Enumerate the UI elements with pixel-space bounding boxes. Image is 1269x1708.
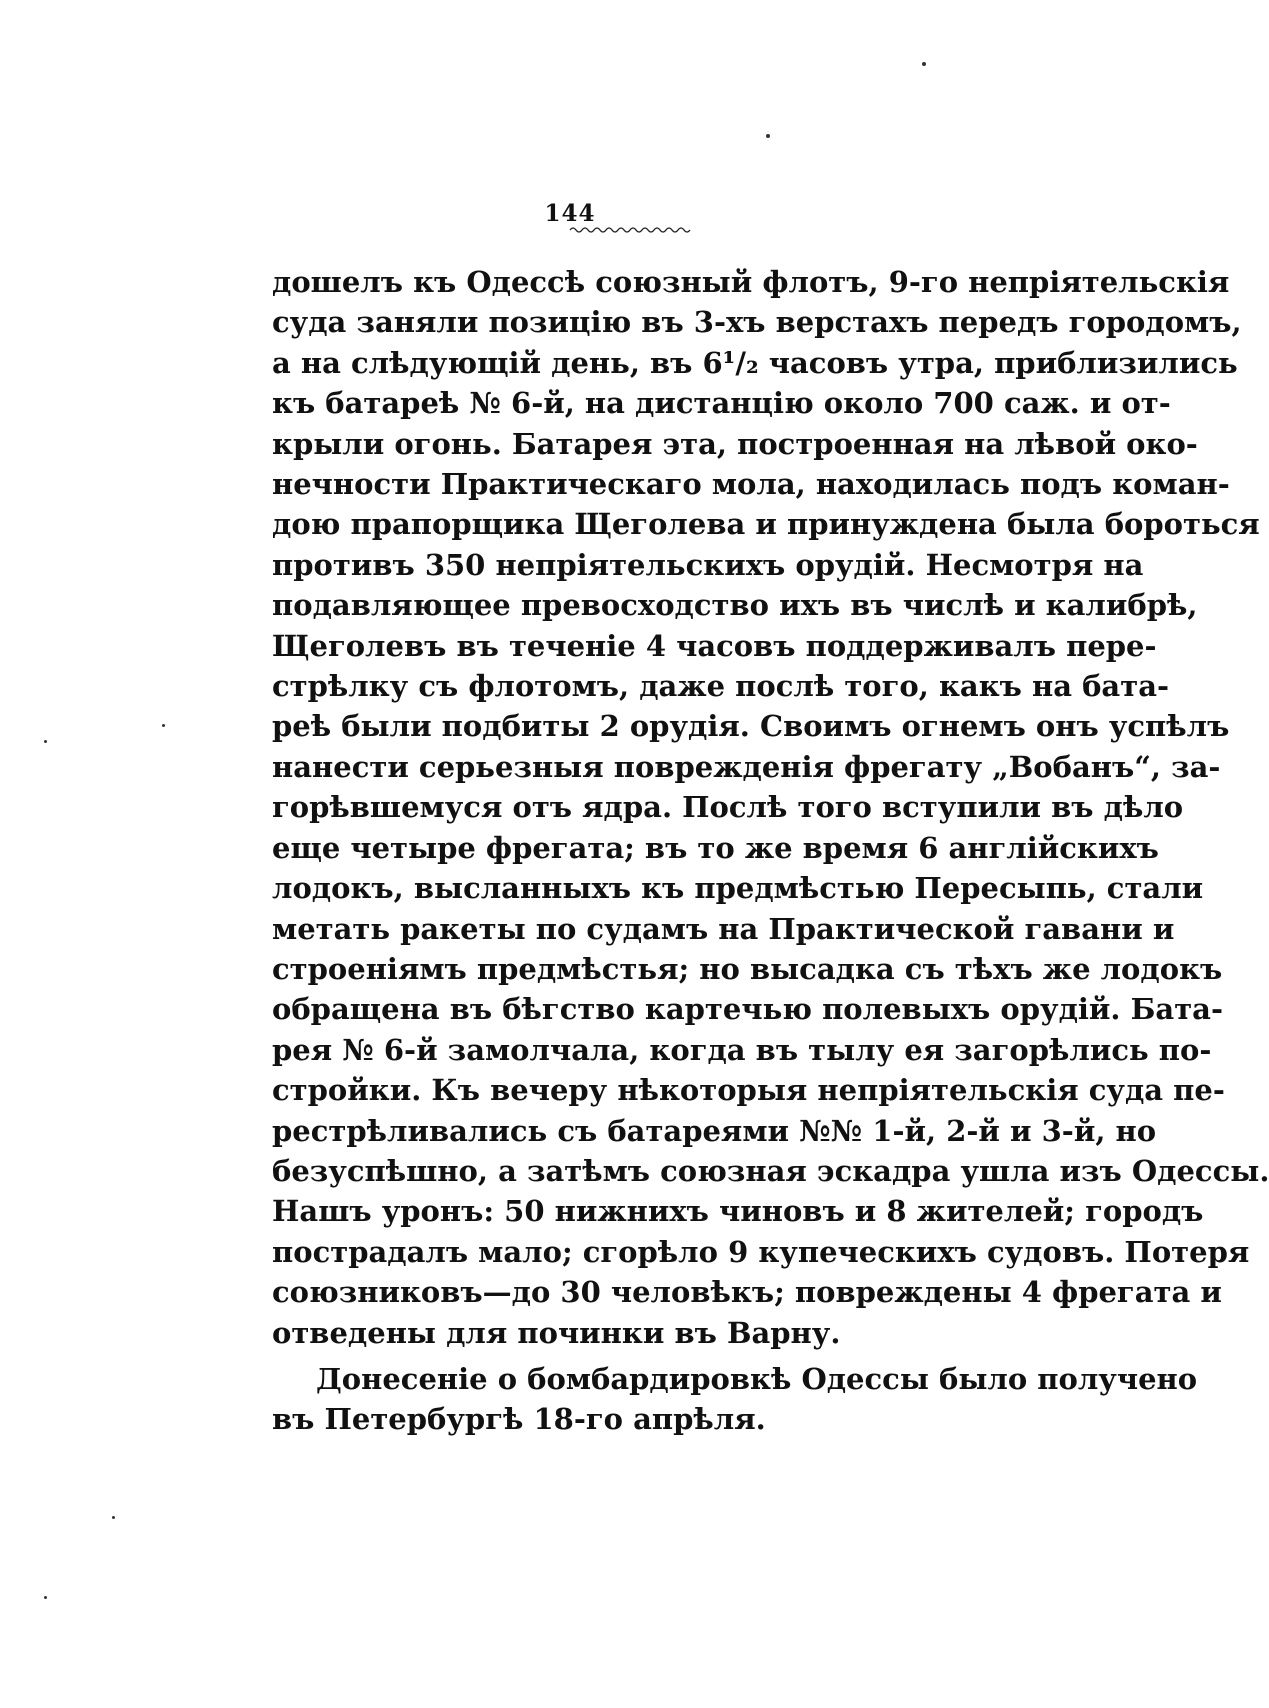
- scan-speck: [44, 1596, 47, 1599]
- body-text: [272, 262, 1269, 1440]
- text-line: дошелъ къ Одессѣ союзный флотъ, 9-го непріятельскія: [272, 265, 1230, 299]
- text-line: суда заняли позицію въ 3-хъ верстахъ передъ городомъ,: [272, 305, 1242, 340]
- text-line: Нашъ уронъ: 50 нижнихъ чиновъ и 8 жителей; городъ: [272, 1194, 1204, 1229]
- scan-speck: [162, 724, 165, 727]
- text-line: рестрѣливались съ батареями №№ 1-й, 2-й и 3-й, но: [272, 1113, 1157, 1148]
- text-line: отведены для починки въ Варну.: [272, 1315, 841, 1350]
- text-line: стрѣлку съ флотомъ, даже послѣ того, какъ на бата-: [272, 669, 1170, 704]
- text-line: нанести серьезныя поврежденія фрегату „Вобанъ“, за-: [272, 749, 1221, 784]
- text-line: въ Петербургѣ 18-го апрѣля.: [272, 1402, 766, 1437]
- text-line: Донесеніе о бомбардировкѣ Одессы было получено: [316, 1361, 1198, 1396]
- text-line: Щеголевъ въ теченіе 4 часовъ поддерживалъ пере-: [272, 628, 1157, 663]
- text-line: безуспѣшно, а затѣмъ союзная эскадра ушла изъ Одессы.: [272, 1153, 1269, 1188]
- page-number: 144: [544, 200, 596, 227]
- text-line: противъ 350 непріятельскихъ орудій. Несмотря на: [272, 547, 1144, 582]
- text-line: а на слѣдующій день, въ 6¹/₂ часовъ утра, приблизились: [272, 345, 1238, 380]
- text-line: лодокъ, высланныхъ къ предмѣстью Пересыпь, стали: [272, 871, 1204, 906]
- text-line: рея № 6-й замолчала, когда въ тылу ея загорѣлись по-: [272, 1032, 1212, 1067]
- text-line: пострадалъ мало; сгорѣло 9 купеческихъ судовъ. Потеря: [272, 1234, 1250, 1269]
- scan-speck: [766, 134, 770, 138]
- scan-speck: [112, 1516, 115, 1519]
- text-line: подавляющее превосходство ихъ въ числѣ и калибрѣ,: [272, 588, 1198, 623]
- text-line: къ батареѣ № 6-й, на дистанцію около 700 саж. и от-: [272, 386, 1171, 421]
- text-line: стройки. Къ вечеру нѣкоторыя непріятельскія суда пе-: [272, 1073, 1225, 1108]
- text-line: строеніямъ предмѣстья; но высадка съ тѣхъ же лодокъ: [272, 951, 1223, 986]
- text-line: союзниковъ—до 30 человѣкъ; повреждены 4 фрегата и: [272, 1275, 1222, 1310]
- scan-speck: [44, 740, 47, 743]
- scan-speck: [922, 62, 926, 66]
- text-line: нечности Практическаго мола, находилась подъ коман-: [272, 467, 1230, 502]
- text-line: крыли огонь. Батарея эта, построенная на лѣвой око-: [272, 426, 1198, 461]
- wavy-rule-ornament: [570, 226, 692, 234]
- text-line: реѣ были подбиты 2 орудія. Своимъ огнемъ онъ успѣлъ: [272, 709, 1230, 744]
- text-line: горѣвшемуся отъ ядра. Послѣ того вступили въ дѣло: [272, 790, 1184, 825]
- text-line: обращена въ бѣгство картечью полевыхъ орудій. Бата-: [272, 992, 1223, 1027]
- text-line: метать ракеты по судамъ на Практической гавани и: [272, 911, 1175, 946]
- text-line: еще четыре фрегата; въ то же время 6 англійскихъ: [272, 830, 1159, 865]
- text-line: дою прапорщика Щеголева и принуждена была бороться: [272, 507, 1260, 542]
